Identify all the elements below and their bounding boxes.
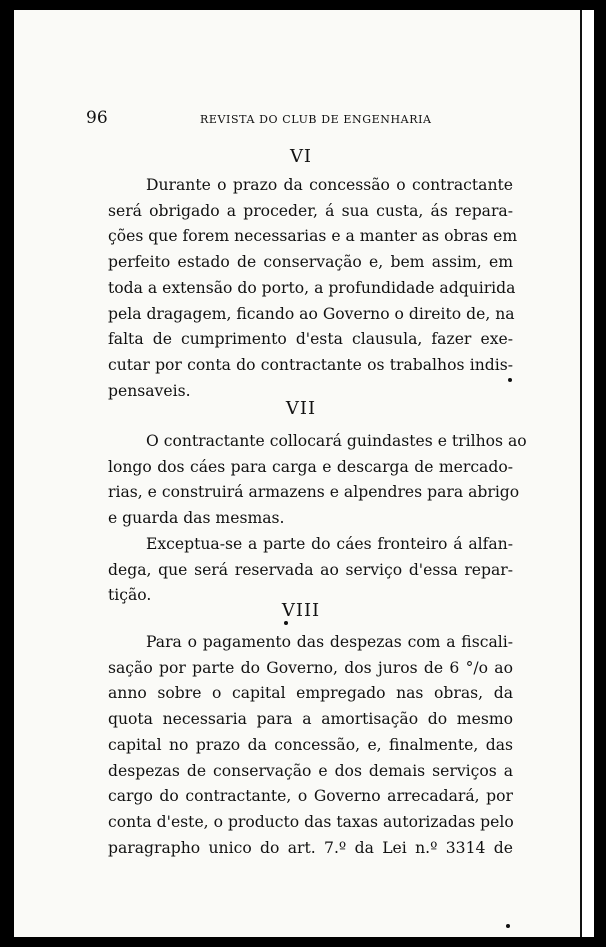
text-line: Durante o prazo da concessão o contractante — [146, 176, 513, 194]
text-line: tição. — [108, 586, 152, 605]
text-line: sação por parte do Governo, dos juros de 6 °/o ao — [108, 658, 513, 677]
section-heading-vii: VII — [285, 398, 317, 419]
text-line: paragrapho unico do art. 7.º da Lei n.º 3314 de — [108, 838, 513, 857]
text-line: dega, que será reservada ao serviço d'essa repar- — [108, 560, 513, 579]
page-number: 96 — [86, 108, 108, 128]
text-line: conta d'este, o producto das taxas autorizadas pelo — [108, 812, 514, 831]
text-line: quota necessaria para a amortisação do mesmo — [108, 710, 513, 729]
text-line: despezas de conservação e dos demais serviços a — [108, 761, 513, 780]
text-line: pensaveis. — [108, 381, 191, 400]
text-line: capital no prazo da concessão, e, finalmente, das — [108, 735, 513, 754]
section-viii-paragraph — [108, 630, 513, 861]
section-vii-paragraph-1 — [108, 429, 527, 532]
section-vii-paragraph-2 — [108, 532, 513, 609]
text-line: falta de cumprimento d'esta clausula, fazer exe- — [108, 330, 513, 349]
text-line: será obrigado a proceder, á sua custa, ás repara- — [108, 201, 513, 220]
text-line: cargo do contractante, o Governo arrecadará, por — [108, 787, 513, 806]
text-line: e guarda das mesmas. — [108, 509, 285, 528]
running-title: REVISTA DO CLUB DE ENGENHARIA — [200, 113, 432, 126]
text-line: toda a extensão do porto, a profundidade adquirida — [108, 278, 516, 297]
text-line: ções que forem necessarias e a manter as obras em — [108, 227, 518, 246]
text-line: perfeito estado de conservação e, bem assim, em — [108, 253, 513, 272]
text-line: O contractante collocará guindastes e trilhos ao — [146, 432, 527, 450]
text-line: Para o pagamento das despezas com a fiscali- — [146, 633, 513, 651]
text-line: cutar por conta do contractante os trabalhos indis- — [108, 355, 513, 374]
scan-speck — [284, 621, 288, 625]
page-edge — [580, 10, 594, 937]
text-line: rias, e construirá armazens e alpendres para abrigo — [108, 483, 520, 502]
scan-speck — [506, 924, 510, 928]
text-line: longo dos cáes para carga e descarga de mercado- — [108, 457, 513, 476]
section-heading-viii: VIII — [281, 600, 321, 621]
text-line: Exceptua-se a parte do cáes fronteiro á alfan- — [146, 535, 513, 553]
section-heading-vi: VI — [289, 146, 313, 167]
scan-speck — [508, 378, 512, 382]
text-line: pela dragagem, ficando ao Governo o direito de, na — [108, 304, 515, 323]
section-vi-paragraph — [108, 173, 518, 404]
text-line: anno sobre o capital empregado nas obras, da — [108, 684, 513, 703]
